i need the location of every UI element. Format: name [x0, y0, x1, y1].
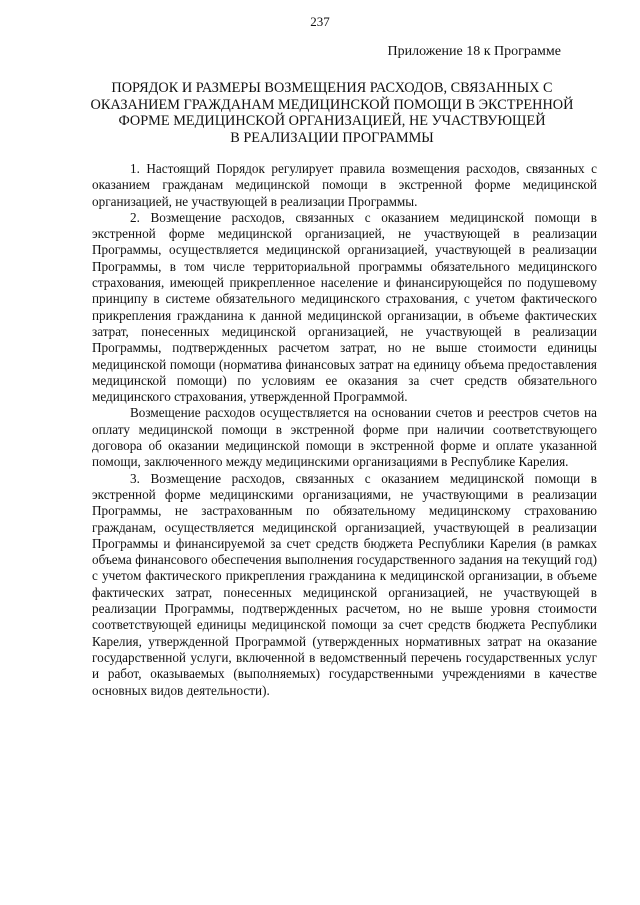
paragraph-4: 3. Возмещение расходов, связанных с оказанием медицинской помощи в экстренной форме медицинскими организациями, не участвующими в реализации Программы, не застрахованным по обязательному медицинскому страхованию гражданам, осуществляется медицинской организацией, участвующей в реализации Программы и финансируемой за счет средств бюджета Республики Карелия (в рамках объема финансового обеспечения выполнения государственного задания на текущий год) с учетом фактического прикрепления гражданина к медицинской организации, в объеме фактических затрат, понесенных медицинской организацией, не участвующей в реализации Программы, подтвержденных расчетом, но не выше уровня стоимости соответствующей единицы медицинской помощи за счет средств бюджета Республики Карелия, утвержденной Программой (утвержденных нормативных затрат на оказание государственной услуги, включенной в ведомственный перечень государственных услуг и работ, оказываемых (выполняемых) государственными учреждениями в качестве основных видов деятельности).: [92, 470, 597, 698]
paragraph-2: 2. Возмещение расходов, связанных с оказанием медицинской помощи в экстренной форме медицинской организацией, не участвующей в реализации Программы, осуществляется медицинской организацией, участвующей в реализации Программы, в том числе территориальной программы обязательного медицинского страхования, имеющей прикрепленное население и финансирующейся по подушевому принципу в системе обязательного медицинского страхования, с учетом фактического прикрепления гражданина к данной медицинской организации, в объеме фактических затрат, понесенных медицинской организацией, не участвующей в реализации Программы, подтвержденных расчетом затрат, но не выше стоимости единицы медицинской помощи (норматива финансовых затрат на единицу объема предоставления медицинской помощи) по условиям ее оказания за счет средств обязательного медицинского страхования, утвержденной Программой.: [92, 209, 597, 405]
document-title: [90, 80, 574, 146]
title-line: ОКАЗАНИЕМ ГРАЖДАНАМ МЕДИЦИНСКОЙ ПОМОЩИ В ЭКСТРЕННОЙ: [90, 96, 574, 113]
title-line: ПОРЯДОК И РАЗМЕРЫ ВОЗМЕЩЕНИЯ РАСХОДОВ, СВЯЗАННЫХ С: [111, 80, 553, 96]
page-number: 237: [310, 14, 330, 29]
title-line: В РЕАЛИЗАЦИИ ПРОГРАММЫ: [230, 129, 434, 146]
paragraph-3: Возмещение расходов осуществляется на основании счетов и реестров счетов на оплату медицинской помощи в экстренной форме при наличии соответствующего договора об оказании медицинской помощи в экстренной форме и оплате указанной помощи, заключенного между медицинскими организациями в Республике Карелия.: [92, 405, 597, 470]
appendix-label: Приложение 18 к Программе: [387, 44, 561, 59]
paragraph-1: 1. Настоящий Порядок регулирует правила возмещения расходов, связанных с оказанием гражданам медицинской помощи в экстренной форме медицинской организацией, не участвующей в реализации Программы.: [92, 161, 597, 209]
document-body: [92, 161, 597, 699]
title-line: ФОРМЕ МЕДИЦИНСКОЙ ОРГАНИЗАЦИЕЙ, НЕ УЧАСТВУЮЩЕЙ: [118, 113, 546, 129]
